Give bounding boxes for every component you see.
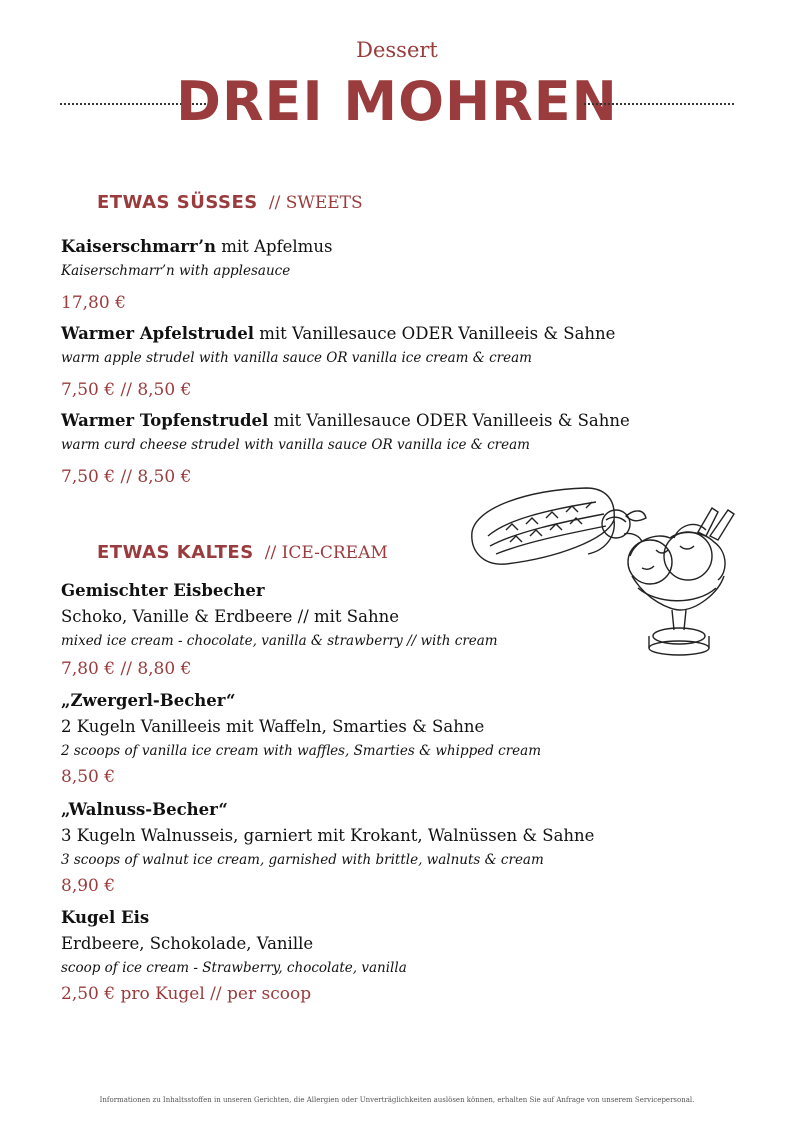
item-description: Schoko, Vanille & Erdbeere // mit Sahne bbox=[61, 607, 399, 626]
dotted-divider-right bbox=[584, 103, 734, 105]
item-price: 8,50 € bbox=[61, 767, 116, 787]
section-title: ETWAS KALTES bbox=[97, 542, 254, 563]
item-name: Gemischter Eisbecher bbox=[61, 581, 265, 600]
menu-subtitle: Dessert bbox=[356, 38, 438, 62]
item-translation: mixed ice cream - chocolate, vanilla & strawberry // with cream bbox=[61, 633, 498, 649]
item-translation: scoop of ice cream - Strawberry, chocolate, vanilla bbox=[61, 960, 407, 976]
item-price: 7,50 € // 8,50 € bbox=[61, 380, 192, 400]
menu-item-topfenstrudel bbox=[61, 408, 721, 490]
section-subtitle: // SWEETS bbox=[268, 193, 363, 213]
item-translation: warm apple strudel with vanilla sauce OR vanilla ice cream & cream bbox=[61, 350, 532, 366]
item-description: 3 Kugeln Walnusseis, garniert mit Krokant, Walnüssen & Sahne bbox=[61, 826, 595, 845]
item-price: 7,80 € // 8,80 € bbox=[61, 659, 192, 679]
item-price: 2,50 € pro Kugel // per scoop bbox=[61, 984, 312, 1004]
item-description: Erdbeere, Schokolade, Vanille bbox=[61, 934, 314, 953]
menu-item-apfelstrudel bbox=[61, 321, 721, 403]
item-name: Warmer Topfenstrudel bbox=[61, 411, 269, 430]
item-translation: Kaiserschmarr’n with applesauce bbox=[61, 263, 291, 279]
menu-item-walnuss-becher bbox=[61, 797, 721, 899]
item-name: „Walnuss-Becher“ bbox=[61, 800, 228, 819]
restaurant-title: DREI MOHREN bbox=[176, 70, 618, 133]
item-name: Kaiserschmarr’n bbox=[61, 237, 216, 256]
section-title: ETWAS SÜSSES bbox=[97, 192, 258, 213]
menu-item-gemischter-eisbecher bbox=[61, 578, 721, 682]
allergen-footer-note: Informationen zu Inhaltsstoffen in unseren Gerichten, die Allergien oder Unverträglichkeiten auslösen können, erhalten Sie auf Anfrage von unserem Servicepersonal. bbox=[99, 1096, 695, 1104]
item-name: Warmer Apfelstrudel bbox=[61, 324, 254, 343]
item-name: Kugel Eis bbox=[61, 908, 150, 927]
item-description: 2 Kugeln Vanilleeis mit Waffeln, Smarties & Sahne bbox=[61, 717, 485, 736]
item-name: „Zwergerl-Becher“ bbox=[61, 691, 236, 710]
item-price: 17,80 € bbox=[61, 293, 126, 313]
menu-item-zwergerl-becher bbox=[61, 688, 721, 790]
item-description: mit Apfelmus bbox=[221, 237, 333, 256]
item-translation: 3 scoops of walnut ice cream, garnished with brittle, walnuts & cream bbox=[61, 852, 544, 868]
section-heading-icecream bbox=[97, 542, 388, 563]
item-description: mit Vanillesauce ODER Vanilleeis & Sahne bbox=[273, 411, 630, 430]
title-row bbox=[0, 72, 794, 132]
menu-item-kaiserschmarrn bbox=[61, 234, 721, 316]
item-description: mit Vanillesauce ODER Vanilleeis & Sahne bbox=[259, 324, 616, 343]
menu-item-kugel-eis bbox=[61, 905, 721, 1007]
section-heading-sweets bbox=[97, 192, 363, 213]
item-price: 8,90 € bbox=[61, 876, 116, 896]
item-price: 7,50 € // 8,50 € bbox=[61, 467, 192, 487]
item-translation: warm curd cheese strudel with vanilla sauce OR vanilla ice & cream bbox=[61, 437, 530, 453]
item-translation: 2 scoops of vanilla ice cream with waffles, Smarties & whipped cream bbox=[61, 743, 542, 759]
section-subtitle: // ICE-CREAM bbox=[264, 543, 388, 563]
